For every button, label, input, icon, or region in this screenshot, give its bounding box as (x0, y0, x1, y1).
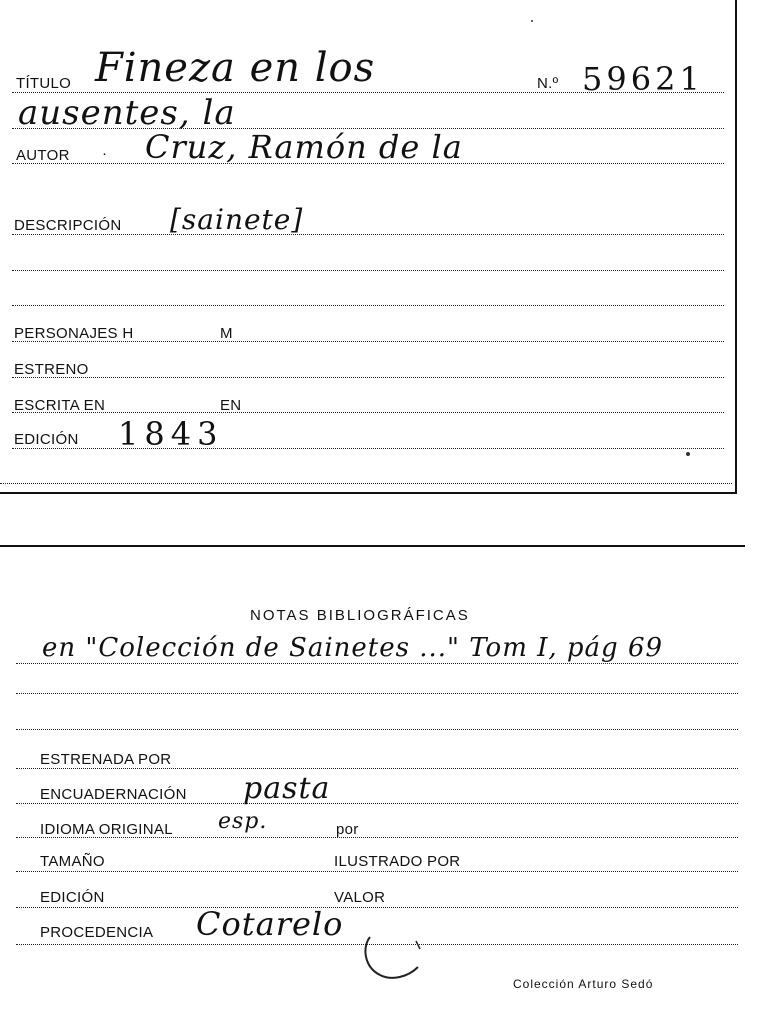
catalog-card-top (0, 0, 737, 494)
procedencia-value: Cotarelo (196, 905, 344, 943)
rule-tamano (16, 871, 738, 872)
encuadernacion-label: ENCUADERNACIÓN (40, 786, 187, 803)
rule-escrita (12, 412, 724, 413)
estreno-label: ESTRENO (14, 361, 89, 378)
escrita-label: ESCRITA EN (14, 397, 106, 414)
rule-estrenada (16, 768, 738, 769)
rule-blank-2 (12, 305, 724, 306)
ink-speck (531, 20, 533, 22)
edicion-label: EDICIÓN (14, 431, 79, 448)
descripcion-value: [sainete] (170, 203, 304, 236)
descripcion-label: DESCRIPCIÓN (14, 217, 122, 234)
encuadernacion-value: pasta (243, 771, 331, 806)
titulo-value-line1: Fineza en los (95, 45, 376, 91)
escrita-en-label: EN (220, 397, 242, 414)
titulo-value-line2: ausentes, la (18, 93, 236, 133)
rule-bottom (0, 483, 732, 484)
personajes-m-label: M (220, 325, 233, 342)
por-label: por (336, 821, 359, 838)
notas-label: NOTAS BIBLIOGRÁFICAS (250, 607, 470, 624)
estrenada-label: ESTRENADA POR (40, 751, 172, 768)
stamp-mark (358, 931, 428, 983)
ink-speck (686, 452, 690, 456)
edicion-label-2: EDICIÓN (40, 889, 105, 906)
autor-value: Cruz, Ramón de la (145, 128, 463, 166)
rule-notas-2 (16, 693, 738, 694)
idioma-label: IDIOMA ORIGINAL (40, 821, 173, 838)
numero-label: N.º (537, 75, 559, 92)
rule-notas-1 (16, 663, 738, 664)
rule-edicion-2 (16, 907, 738, 908)
tamano-label: TAMAÑO (40, 853, 105, 870)
personajes-label: PERSONAJES H (14, 325, 134, 342)
notas-value: en "Colección de Sainetes ..." Tom I, pág 69 (42, 633, 664, 663)
autor-dot: · (102, 145, 108, 162)
valor-label: VALOR (334, 889, 386, 906)
idioma-value: esp. (218, 809, 268, 834)
edicion-value: 1843 (118, 415, 224, 453)
titulo-label: TÍTULO (16, 75, 72, 92)
numero-value: 59621 (582, 60, 704, 98)
catalog-card-bottom (0, 545, 745, 1030)
autor-label: AUTOR (16, 147, 70, 164)
rule-notas-3 (16, 729, 738, 730)
rule-encuadernacion (16, 803, 738, 804)
rule-descripcion (12, 234, 724, 235)
collection-label: Colección Arturo Sedó (513, 977, 654, 991)
rule-blank-1 (12, 270, 724, 271)
rule-estreno (12, 377, 724, 378)
procedencia-label: PROCEDENCIA (40, 924, 154, 941)
ilustrado-label: ILUSTRADO POR (334, 853, 461, 870)
